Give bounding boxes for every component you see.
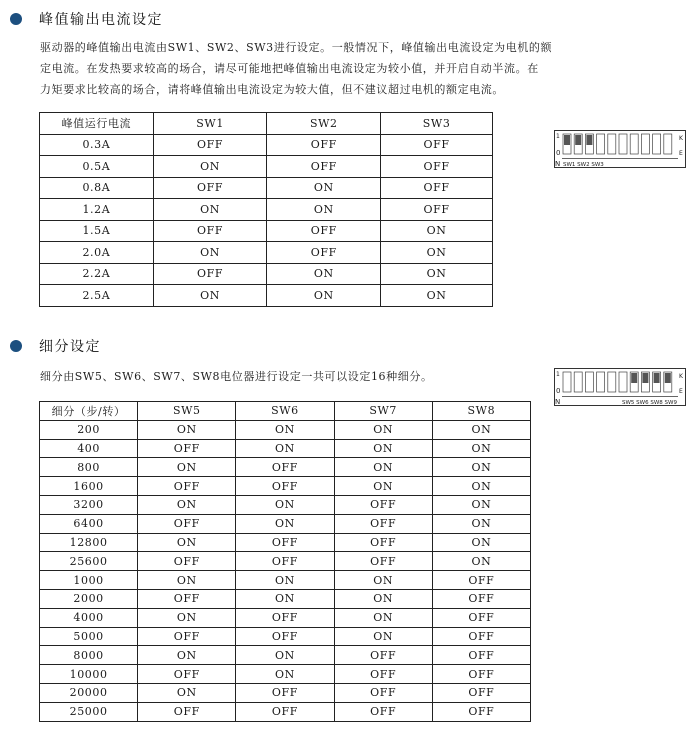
dip-switch-diagram-current (554, 130, 686, 172)
paragraph-line: 定电流。在发热要求较高的场合，请尽可能地把峰值输出电流设定为较小值，并开启自动半流。在 (40, 62, 539, 75)
table-cell: OFF (381, 134, 493, 156)
table-cell: OFF (267, 242, 381, 264)
dip-knob (564, 135, 570, 145)
table-row (40, 665, 531, 684)
dip-slot (630, 134, 638, 154)
table-row (40, 683, 531, 702)
table-cell: ON (236, 495, 334, 514)
table-cell: OFF (334, 702, 432, 721)
dip-knob (654, 373, 660, 383)
dip-slot (641, 134, 649, 154)
dip-slot (574, 372, 582, 392)
table-cell: OFF (267, 156, 381, 178)
table-row (40, 458, 531, 477)
table-cell: OFF (236, 608, 334, 627)
table-cell: 1.5A (40, 220, 154, 242)
table-cell: 4000 (40, 608, 138, 627)
dip-mark: 1 (556, 133, 560, 140)
table-header-row (40, 113, 493, 135)
table-cell: ON (432, 552, 530, 571)
table-cell: ON (236, 514, 334, 533)
table-cell: OFF (381, 199, 493, 221)
dip-mark: K (679, 135, 683, 142)
table-cell: ON (432, 495, 530, 514)
table-row (40, 420, 531, 439)
table-cell: ON (153, 156, 267, 178)
column-header: 峰值运行电流 (40, 113, 154, 135)
column-header: 细分（步/转） (40, 402, 138, 421)
column-header: SW6 (236, 402, 334, 421)
section-title: 峰值输出电流设定 (39, 12, 163, 28)
table-cell: 1600 (40, 477, 138, 496)
table-cell: OFF (153, 134, 267, 156)
table-cell: 25000 (40, 702, 138, 721)
table-cell: ON (334, 627, 432, 646)
table-cell: 0.5A (40, 156, 154, 178)
microstep-description (40, 366, 620, 387)
table-cell: OFF (334, 514, 432, 533)
bullet-icon (10, 340, 22, 352)
table-cell: 800 (40, 458, 138, 477)
dip-mark: E (679, 150, 683, 157)
dip-slot (563, 372, 571, 392)
table-cell: 2000 (40, 589, 138, 608)
table-cell: ON (236, 571, 334, 590)
table-cell: 1000 (40, 571, 138, 590)
table-cell: ON (381, 285, 493, 307)
dip-slot (653, 134, 661, 154)
table-row (40, 589, 531, 608)
dip-slot (597, 372, 605, 392)
table-cell: OFF (236, 533, 334, 552)
column-header: SW2 (267, 113, 381, 135)
table-cell: OFF (138, 702, 236, 721)
table-cell: OFF (236, 627, 334, 646)
table-cell: OFF (138, 627, 236, 646)
column-header: SW1 (153, 113, 267, 135)
table-row (40, 646, 531, 665)
table-cell: ON (267, 263, 381, 285)
table-cell: ON (267, 199, 381, 221)
paragraph-line: 驱动器的峰值输出电流由SW1、SW2、SW3进行设定。一般情况下，峰值输出电流设定为电机的额 (40, 41, 553, 54)
table-cell: ON (236, 646, 334, 665)
table-cell: ON (138, 646, 236, 665)
table-cell: 0.8A (40, 177, 154, 199)
dip-mark: N (555, 398, 561, 406)
table-cell: OFF (432, 589, 530, 608)
dip-mark: N (555, 160, 561, 168)
table-cell: ON (153, 285, 267, 307)
table-cell: ON (334, 608, 432, 627)
table-cell: ON (138, 608, 236, 627)
table-cell: ON (432, 458, 530, 477)
table-cell: OFF (432, 646, 530, 665)
dip-mark: 1 (556, 371, 560, 378)
table-cell: 25600 (40, 552, 138, 571)
table-cell: ON (138, 571, 236, 590)
table-cell: OFF (138, 589, 236, 608)
section-heading-peak-current (10, 9, 163, 29)
table-cell: OFF (432, 627, 530, 646)
table-cell: ON (267, 177, 381, 199)
table-cell: OFF (334, 533, 432, 552)
table-cell: OFF (334, 495, 432, 514)
table-cell: 6400 (40, 514, 138, 533)
column-header: SW5 (138, 402, 236, 421)
dip-mark: 0 (556, 149, 561, 157)
table-cell: OFF (236, 552, 334, 571)
table-cell: 2.5A (40, 285, 154, 307)
table-cell: 12800 (40, 533, 138, 552)
table-cell: ON (334, 439, 432, 458)
table-cell: OFF (138, 552, 236, 571)
table-cell: 3200 (40, 495, 138, 514)
table-cell: ON (381, 242, 493, 264)
table-cell: OFF (381, 177, 493, 199)
table-cell: OFF (236, 702, 334, 721)
dip-knob (575, 135, 581, 145)
table-cell: ON (432, 533, 530, 552)
dip-slot (619, 372, 627, 392)
table-cell: OFF (432, 608, 530, 627)
dip-knob (665, 373, 671, 383)
table-cell: OFF (138, 665, 236, 684)
dip-switch-diagram-microstep (554, 368, 686, 410)
table-cell: ON (138, 458, 236, 477)
table-cell: OFF (236, 477, 334, 496)
table-cell: OFF (138, 477, 236, 496)
table-cell: OFF (432, 571, 530, 590)
table-row (40, 199, 493, 221)
dip-knob (586, 135, 592, 145)
table-row (40, 571, 531, 590)
table-cell: ON (153, 242, 267, 264)
table-row (40, 220, 493, 242)
dip-slot (608, 134, 616, 154)
table-cell: 10000 (40, 665, 138, 684)
table-cell: OFF (432, 665, 530, 684)
table-cell: ON (432, 477, 530, 496)
dip-switch-labels: SW1 SW2 SW3 (563, 162, 604, 168)
table-cell: OFF (432, 683, 530, 702)
table-cell: 2.2A (40, 263, 154, 285)
dip-knob (631, 373, 637, 383)
table-cell: ON (381, 220, 493, 242)
table-row (40, 285, 493, 307)
table-row (40, 702, 531, 721)
table-row (40, 439, 531, 458)
dip-slot (664, 134, 672, 154)
peak-current-table (39, 112, 493, 307)
table-row (40, 533, 531, 552)
table-cell: ON (236, 589, 334, 608)
table-cell: ON (432, 439, 530, 458)
table-header-row (40, 402, 531, 421)
table-cell: ON (432, 514, 530, 533)
microstep-table (39, 401, 531, 722)
table-cell: OFF (236, 458, 334, 477)
table-cell: 200 (40, 420, 138, 439)
table-row (40, 514, 531, 533)
dip-switch-labels: SW5 SW6 SW8 SW9 (622, 400, 677, 406)
table-cell: OFF (334, 646, 432, 665)
table-row (40, 263, 493, 285)
dip-knob (642, 373, 648, 383)
bullet-icon (10, 13, 22, 25)
table-cell: ON (138, 495, 236, 514)
table-cell: OFF (381, 156, 493, 178)
column-header: SW8 (432, 402, 530, 421)
paragraph-line: 力矩要求比较高的场合，请将峰值输出电流设定为较大值，但不建议超过电机的额定电流。 (40, 83, 504, 96)
table-row (40, 495, 531, 514)
table-cell: ON (236, 665, 334, 684)
table-cell: ON (334, 477, 432, 496)
dip-slot (585, 372, 593, 392)
dip-slot (597, 134, 605, 154)
table-cell: OFF (267, 134, 381, 156)
dip-mark: K (679, 373, 683, 380)
table-row (40, 156, 493, 178)
dip-mark: E (679, 388, 683, 395)
table-cell: OFF (153, 177, 267, 199)
paragraph-line: 细分由SW5、SW6、SW7、SW8电位器进行设定一共可以设定16种细分。 (40, 370, 433, 383)
table-cell: 0.3A (40, 134, 154, 156)
table-cell: OFF (267, 220, 381, 242)
table-cell: ON (432, 420, 530, 439)
table-row (40, 242, 493, 264)
table-cell: ON (153, 199, 267, 221)
table-cell: OFF (153, 263, 267, 285)
table-cell: 400 (40, 439, 138, 458)
table-cell: OFF (138, 514, 236, 533)
column-header: SW7 (334, 402, 432, 421)
table-cell: ON (381, 263, 493, 285)
table-cell: OFF (138, 439, 236, 458)
table-row (40, 477, 531, 496)
table-cell: 5000 (40, 627, 138, 646)
column-header: SW3 (381, 113, 493, 135)
table-cell: 8000 (40, 646, 138, 665)
table-row (40, 608, 531, 627)
table-cell: 20000 (40, 683, 138, 702)
table-cell: ON (138, 533, 236, 552)
table-cell: OFF (334, 552, 432, 571)
table-cell: ON (138, 683, 236, 702)
table-cell: OFF (334, 665, 432, 684)
table-cell: ON (236, 420, 334, 439)
table-cell: ON (334, 571, 432, 590)
table-cell: ON (334, 589, 432, 608)
table-cell: 1.2A (40, 199, 154, 221)
table-row (40, 177, 493, 199)
dip-slot (619, 134, 627, 154)
table-row (40, 134, 493, 156)
table-row (40, 552, 531, 571)
table-cell: ON (334, 420, 432, 439)
dip-slot (608, 372, 616, 392)
section-heading-microstep (10, 336, 101, 356)
table-cell: ON (138, 420, 236, 439)
table-cell: ON (267, 285, 381, 307)
table-cell: 2.0A (40, 242, 154, 264)
table-cell: OFF (236, 683, 334, 702)
table-cell: ON (334, 458, 432, 477)
table-cell: OFF (334, 683, 432, 702)
table-cell: OFF (153, 220, 267, 242)
section-title: 细分设定 (39, 339, 101, 355)
peak-current-description (40, 37, 620, 100)
table-cell: ON (236, 439, 334, 458)
dip-mark: 0 (556, 387, 561, 395)
table-row (40, 627, 531, 646)
table-cell: OFF (432, 702, 530, 721)
